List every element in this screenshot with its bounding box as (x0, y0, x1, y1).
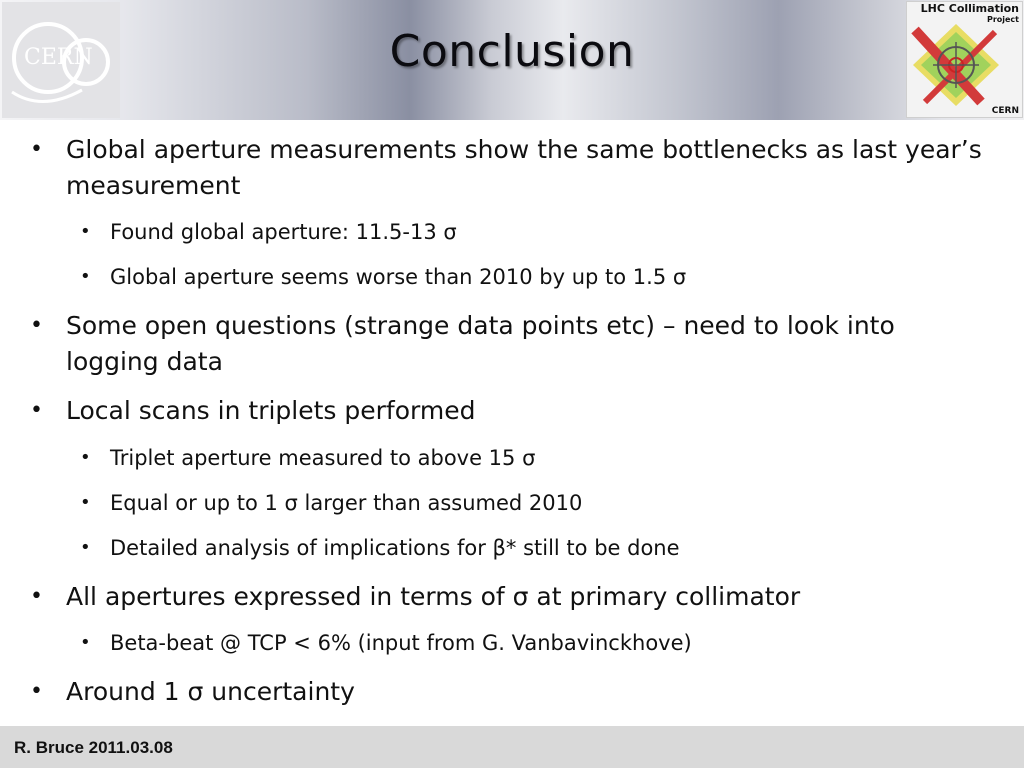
bullet-icon: • (80, 492, 91, 513)
bullet-icon: • (30, 679, 43, 704)
sub-bullet-text: Triplet aperture measured to above 15 σ (110, 446, 536, 470)
bullet-icon: • (30, 398, 43, 423)
bullet-icon: • (80, 221, 91, 242)
bullet-icon: • (30, 584, 43, 609)
sub-bullet-text: Beta-beat @ TCP < 6% (input from G. Vanbavinckhove) (110, 631, 692, 655)
sub-bullet-text: Detailed analysis of implications for β* still to be done (110, 536, 680, 560)
footer-author-date: R. Bruce 2011.03.08 (14, 738, 173, 757)
bullet-icon: • (80, 447, 91, 468)
bullet-icon: • (30, 137, 43, 162)
bullet-icon: • (80, 266, 91, 287)
sub-bullet-text: Found global aperture: 11.5-13 σ (110, 220, 457, 244)
bullet-text: Local scans in triplets performed (66, 396, 476, 425)
bullet-text: Global aperture measurements show the same bottlenecks as last year’s measurement (66, 135, 982, 200)
footer-bar (0, 726, 1024, 768)
lhc-collimation-logo: LHC Collimation Project CERN (906, 1, 1023, 118)
slide-title: Conclusion (389, 26, 635, 77)
bullet-text: All apertures expressed in terms of σ at primary collimator (66, 582, 801, 611)
header-band (0, 0, 1024, 120)
bullet-text: Around 1 σ uncertainty (66, 677, 355, 706)
bullet-icon: • (80, 537, 91, 558)
bullet-icon: • (30, 313, 43, 338)
bullet-icon: • (80, 632, 91, 653)
sub-bullet-text: Equal or up to 1 σ larger than assumed 2010 (110, 491, 583, 515)
bullet-text: Some open questions (strange data points etc) – need to look into logging data (66, 311, 895, 376)
collimator-jaws-icon (911, 22, 1001, 108)
sub-bullet-text: Global aperture seems worse than 2010 by up to 1.5 σ (110, 265, 687, 289)
svg-text:CERN: CERN (24, 45, 93, 70)
